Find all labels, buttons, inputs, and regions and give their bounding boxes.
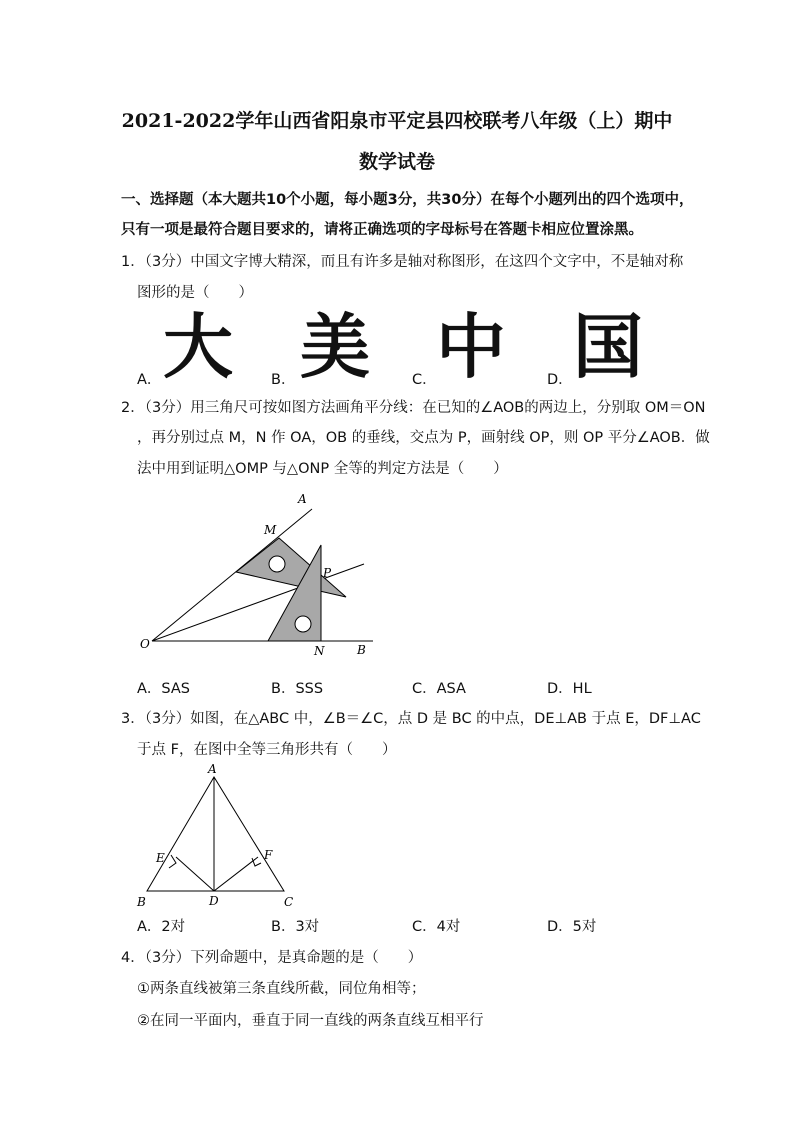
label-c: C (284, 895, 294, 909)
q1-option-a-label: A． (137, 372, 162, 388)
label-b: B (137, 895, 146, 909)
q2-option-b: B．SSS (271, 681, 324, 697)
q3-triangle-figure (134, 760, 304, 910)
segment-df (214, 857, 258, 891)
q1-option-b-char: 美 (300, 306, 370, 388)
exam-title-line2: 数学试卷 (358, 151, 435, 173)
right-angle-mark-f (252, 858, 261, 866)
q4-stem-line1: 4．（3分）下列命题中，是真命题的是（ ） (121, 950, 423, 966)
segment-de (176, 857, 214, 891)
q2-option-a: A．SAS (137, 681, 191, 697)
label-a: A (208, 762, 217, 776)
q1-option-a-char: 大 (163, 306, 233, 388)
q1-option-c-char: 中 (436, 306, 506, 388)
q4-item-2: ②在同一平面内，垂直于同一直线的两条直线互相平行 (137, 1013, 484, 1029)
ruler-hole-m (269, 556, 285, 572)
label-o: O (140, 637, 150, 651)
q2-angle-bisector-figure (136, 488, 386, 663)
q2-option-c: C．ASA (412, 681, 466, 697)
q1-option-d-char: 国 (573, 306, 643, 388)
triangle-abc (147, 777, 284, 891)
q1-option-d-label: D． (547, 372, 573, 388)
label-p: P (323, 566, 332, 580)
q1-option-c-label: C． (412, 372, 437, 388)
q3-option-a: A．2对 (137, 919, 186, 935)
ruler-hole-n (295, 616, 311, 632)
q3-stem-line2: 于点 F，在图中全等三角形共有（ ） (137, 742, 397, 758)
q4-item-1: ①两条直线被第三条直线所截，同位角相等； (137, 981, 426, 997)
q1-option-b-label: B． (271, 372, 296, 388)
q2-option-d: D．HL (547, 681, 592, 697)
label-m: M (264, 523, 277, 537)
label-n: N (314, 644, 325, 658)
label-f: F (264, 848, 273, 862)
q3-option-b: B．3对 (271, 919, 320, 935)
q2-stem-line3: 法中用到证明△OMP 与△ONP 全等的判定方法是（ ） (137, 461, 508, 477)
q2-stem-line1: 2．（3分）用三角尺可按如图方法画角平分线：在已知的∠AOB的两边上，分别取 OM＝ON (121, 400, 706, 416)
label-d: D (209, 894, 219, 908)
label-a: A (298, 492, 307, 506)
right-angle-mark-e (169, 855, 176, 868)
label-b: B (357, 643, 366, 657)
q3-option-c: C．4对 (412, 919, 461, 935)
label-e: E (156, 851, 165, 865)
q2-stem-line2: ，再分别过点 M，N 作 OA，OB 的垂线，交点为 P，画射线 OP，则 OP 平分∠AOB．做 (137, 430, 710, 446)
q3-option-d: D．5对 (547, 919, 597, 935)
q1-stem-line1: 1．（3分）中国文字博大精深，而且有许多是轴对称图形，在这四个文字中，不是轴对称 (121, 254, 684, 270)
q3-stem-line1: 3．（3分）如图，在△ABC 中，∠B＝∠C，点 D 是 BC 的中点，DE⊥AB 于点 E，DF⊥AC (121, 711, 701, 727)
exam-title-line1: 2021-2022学年山西省阳泉市平定县四校联考八年级（上）期中 (121, 110, 673, 132)
q1-stem-line2: 图形的是（ ） (137, 285, 253, 301)
section-heading-line2: 只有一项是最符合题目要求的，请将正确选项的字母标号在答题卡相应位置涂黑。 (121, 222, 643, 238)
section-heading-line1: 一、选择题（本大题共10个小题，每小题3分，共30分）在每个小题列出的四个选项中， (121, 192, 694, 208)
